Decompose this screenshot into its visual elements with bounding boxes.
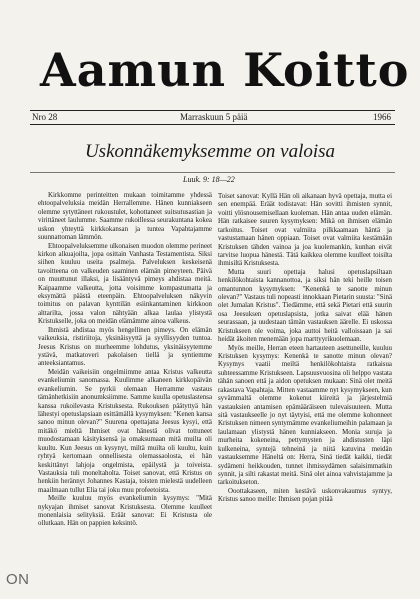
article-right-column [218,193,392,558]
article-left-column [38,192,212,557]
bible-verse-reference: Luuk. 9: 18—22 [183,175,235,184]
issue-year: 1966 [373,112,391,122]
paragraph: Ihmistä ahdistaa myös hengellinen pimeys. On elämän vaikeuksia, ristiriitoja, yksinäisyyttä ja syyllisyyden tuntoa. Jeesus Kristus on murheemme lohdutus, yksinäisyytemme ystävä, matkatoveri pakolaisen tiellä ja syntiemme anteeksiantamus. [38,326,212,368]
article-headline: Uskonnäkemyksemme on valoisa [84,141,336,162]
paragraph: Ooottakaseen, miten kestävä uskonvakaumus syntyy, Kristus sanoo meille: Ihmisen pojan pitää [218,487,392,504]
issue-number: Nro 28 [32,112,58,122]
paragraph: Myös meille, Herran eteen hartauteen asettuneille, kuuluu Kristuksen kysymys: Kenenkä te sanotte minun olevan? Kysymys vaatii meiltä henkilökohtaista ratkaisua suhteessamme Kristukseen. Lapsuusvuosina oli helppo vastata tähän sanoen että ja aidon opetuksen mukaan: Sinä olet meitä rakastava Vapahtaja. Mitten vastaamme nyt kysymykseen, kun syvämmaltä olemme kokenut kiireitä ja järjestelmiä vastauksien antamisen epämääräiseen tulevaisuuteen. Mutta sitä vastaukseelle jo nyt täytyisi, että me olemme kohonneet Kristuksen nimeen syntymämme evankeliumeihin palamaan ja laulamaan ylistystä hänen kunniakseen. Monia suruja ja murheita kokeneina, pettymysten ja ahdistusten läpi kulkeneina, syntejä tehneinä ja niitä katuvina meidän vastauksemme Häneltä on: Herra, Sinä tiedät kaikki, tiedät sydämeni heikkouden, tunnet ihmissydämen salaisimmatkin synnit, ja silti rakastat meitä. Sinä olet ainoa vahvistajamme ja tarkoitukseton. [218,344,392,487]
paragraph: Ehtoopalveluksemme ulkonaisen muodon olemme perineet kirkon alkuajoilta, jopa osittain Vanhasta Testamentista. Siksi siihen kuuluu useita psalmeja. Palveluksen keskeisenä tavoitteena on valkeuden saaminen elämän pimeyteen. Päivä on muuttunut illaksi, ja lisääntyvä pimeys ahdistaa meitä. Kaipaamme valkeutta, jotta voisimme kompastumatta ja eksymättä päästä eteenpäin. Ehtoopalveluksen näkyvin toimitus on palavan kynttilän esiinkantaminen kirkkoon alttarilta, jossa valon nähtyään alkaa laulaa ylistystä Kristukselle, joka on meidän elämämme ainoa valkeus. [38,242,212,326]
paragraph: Kirkkomme perinteitten mukaan toimitamme yhdessä ehtoopalveluksia meidän Herrallemme. Hänen kunniakseen olemme sytyttäneet rukoustulet, kohottaneet suitsutusastian ja virittäneet laulumme. Saamme rukoillessa seurakuntana kokea uskon yhteyttä kirkkokansan ja tuntea Vapahtajamme suunnattoman lämmön. [38,192,212,242]
headline-rule [30,172,395,173]
corner-watermark: ON [6,571,30,588]
paragraph: Mutta suuri opettaja halusi opetuslapsiltaan henkilökohtaista kannanottoa, ja siksi hän teki heille toisen omantunnon kysymyksen: "Kenenkä te sanotte minun olevan?" Vastaus tuli nopeasti innokkaan Pietarin suusta: "Sinä olet Jumalan Kristus". Tiedämme, että sekä Pietari että suurin osa Jeesuksen opetuslapsista, jotka saivat elää hänen seurassaan, ja uudestaan tämän vastauksen äärelle. Ei uskossa Kristukseen ole voima, joka auttoi heitä valloissaan ja sai heidät äkoiten menemään jopa marttyyrikuolemaan. [218,268,392,344]
issue-rule [30,124,395,125]
paragraph: Meidän vaikeisiin ongelmiimme antaa Kristus valkeutta evankeliumin sanomassa. Kuulimme alkaneen kirkkopäivän evankeliumin. Se pyrkii olemaan Herramme vastaus tämänhetkisiin anonumksiimme. Samme kuulla opetuslastensa kanssa rukoilevasta Kristuksesta. Rukouksen päätyttyä hän lähestyi opetuslapsiaan esittämällä kysymyksen: "Kenen kansa sanoo minun olevan?" Suurena opettajana Jeesus kysyi, että mitäkö mieltä Ihmiset ovat hänestä olivat tottuneet muodostamaan käsityksensä ja omaksumaan mitä muilta oli kuultu. Kun Jeesus on kysynyt, miltä muilta oli kuultu, kuin ryhtyä kertomaan onnellisesta olemassaolosta, ei hän keskittänyt lahjoja ongelmista, epäilystä ja toiveista. Vastauksia tuli moneltaholta. Toiset sanovat, että Kristus on henkiin herännyt Johannes Kastaja, toisten mielestä uudelleen maailmaan tullut Elia tai joku muu profeetoista. [38,368,212,494]
newspaper-title: Aamun Koitto [40,43,410,97]
masthead [0,42,420,102]
issue-date: Marraskuun 5 päiä [180,112,248,122]
paragraph: Toiset sanovat: Kyllä Hän oli aikanaan hyvä opettaja, mutta ei sen enempää. Eräät todistavat: Hän sovitti ihmisten synnit, voitti ylösnousemisellaan kuoleman. Hän antaa uuden elämän. Hän ratkaisee suuren kysymyksen: Mikä on ihmisen elämän tarkoitus. Toiset ovat valmiita pilkkaamaan häntä ja vastustamaan hänen oppiaan. Toiset ovat valmiita kestämään Kristuksen tähden vainoa ja joa kuolemankin, kunhan eivät tarvitse luopua hänestä. Tätä kaikkea olemme kuulleet toisilta ihmisiltä Kristuksesta. [218,193,392,268]
issue-info-bar [30,111,395,123]
paragraph: Meille kuuluu myös evankeliumin kysymys: "Mitä nykyajan ihmiset sanovat Kristuksesta. Olemme kuulleet monenlaisia selityksiä. Eräät sanovat: Ei Kristusta ole ollutkaan. Hän on pappien keksintö. [38,495,212,528]
